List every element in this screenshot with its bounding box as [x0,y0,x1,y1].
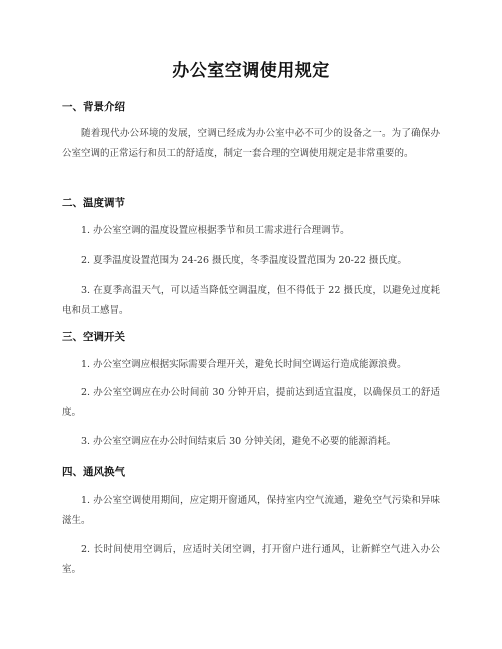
paragraph-temperature-1: 1. 办公室空调的温度设置应根据季节和员工需求进行合理调节。 [81,225,350,236]
paragraph-background-intro: 随着现代办公环境的发展，空调已经成为办公室中必不可少的设备之一。为了确保办公室空调的正常运行和员工的舒适度，制定一套合理的空调使用规定是非常重要的。 [62,128,440,159]
section-heading-switch: 三、空调开关 [62,331,125,343]
paragraph-switch-1: 1. 办公室空调应根据实际需要合理开关，避免长时间空调运行造成能源浪费。 [81,359,407,370]
paragraph-ventilation-2: 2. 长时间使用空调后，应适时关闭空调，打开窗户进行通风，让新鲜空气进入办公室。 [62,544,440,575]
paragraph-temperature-3: 3. 在夏季高温天气，可以适当降低空调温度，但不得低于 22 摄氏度，以避免过度耗电和员工感冒。 [62,285,440,316]
paragraph-temperature-2: 2. 夏季温度设置范围为 24-26 摄氏度，冬季温度设置范围为 20-22 摄氏度。 [81,255,407,266]
section-heading-temperature: 二、温度调节 [62,197,125,209]
paragraph-switch-2: 2. 办公室空调应在办公时间前 30 分钟开启，提前达到适宜温度，以确保员工的舒适度。 [62,387,440,418]
paragraph-ventilation-1: 1. 办公室空调使用期间，应定期开窗通风，保持室内空气流通，避免空气污染和异味滋生。 [62,495,440,526]
document-title: 办公室空调使用规定 [172,61,330,81]
section-heading-background: 一、背景介绍 [62,101,125,113]
section-heading-ventilation: 四、通风换气 [62,466,125,478]
paragraph-switch-3: 3. 办公室空调应在办公时间结束后 30 分钟关闭，避免不必要的能源消耗。 [81,436,397,447]
